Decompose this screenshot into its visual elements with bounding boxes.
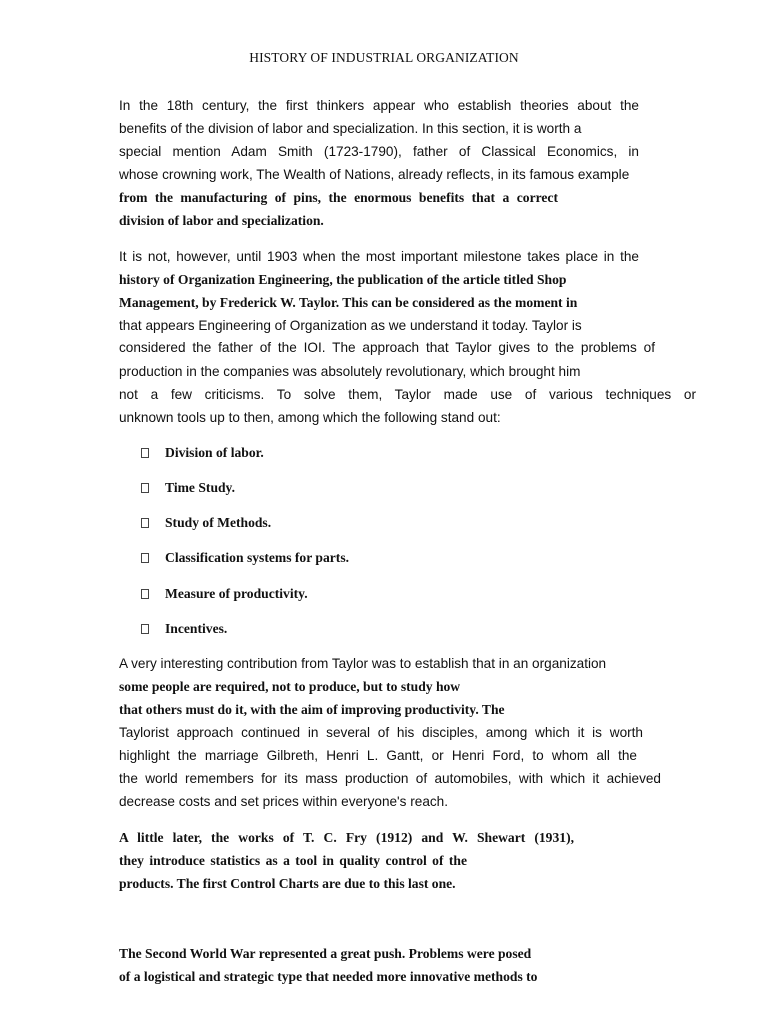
bullet-marker bbox=[141, 443, 155, 463]
bullet-item: Time Study. bbox=[165, 480, 236, 495]
paragraph-line: division of labor and specialization. bbox=[119, 213, 324, 228]
document-title: HISTORY OF INDUSTRIAL ORGANIZATION bbox=[249, 50, 519, 65]
paragraph-line: Taylorist approach continued in several of his disciples, among which it is worth bbox=[119, 725, 643, 740]
paragraph-line: from the manufacturing of pins, the enormous benefits that a correct bbox=[119, 190, 558, 205]
paragraph-line: Management, by Frederick W. Taylor. This can be considered as the moment in bbox=[119, 295, 578, 310]
paragraph-line: highlight the marriage Gilbreth, Henri L. Gantt, or Henri Ford, to whom all the bbox=[119, 748, 637, 763]
paragraph-line: It is not, however, until 1903 when the most important milestone takes place in the bbox=[119, 249, 639, 264]
paragraph-line: not a few criticisms. To solve them, Taylor made use of various techniques or bbox=[119, 387, 696, 402]
paragraph-line: production in the companies was absolutely revolutionary, which brought him bbox=[119, 364, 581, 379]
bullet-marker bbox=[141, 513, 155, 533]
paragraph-line: that others must do it, with the aim of improving productivity. The bbox=[119, 702, 505, 717]
paragraph-line: benefits of the division of labor and specialization. In this section, it is worth a bbox=[119, 121, 582, 136]
bullet-item: Incentives. bbox=[165, 621, 228, 636]
bullet-item: Division of labor. bbox=[165, 445, 264, 460]
bullet-item: Measure of productivity. bbox=[165, 586, 308, 601]
paragraph-line: In the 18th century, the first thinkers appear who establish theories about the bbox=[119, 98, 639, 113]
paragraph-line: A little later, the works of T. C. Fry (1912) and W. Shewart (1931), bbox=[119, 830, 574, 845]
paragraph-line: decrease costs and set prices within everyone's reach. bbox=[119, 794, 449, 809]
paragraph-line: A very interesting contribution from Taylor was to establish that in an organization bbox=[119, 656, 607, 671]
bullet-marker bbox=[141, 478, 155, 498]
paragraph-line: of a logistical and strategic type that needed more innovative methods to bbox=[119, 969, 538, 984]
paragraph-line: special mention Adam Smith (1723-1790), father of Classical Economics, in bbox=[119, 144, 639, 159]
bullet-item: Study of Methods. bbox=[165, 515, 272, 530]
paragraph-line: that appears Engineering of Organization as we understand it today. Taylor is bbox=[119, 318, 582, 333]
bullet-marker bbox=[141, 548, 155, 568]
paragraph-line: the world remembers for its mass production of automobiles, with which it achieved bbox=[119, 771, 661, 786]
bullet-item: Classification systems for parts. bbox=[165, 550, 350, 565]
paragraph-line: products. The first Control Charts are due to this last one. bbox=[119, 876, 456, 891]
bullet-marker bbox=[141, 619, 155, 639]
paragraph-line: whose crowning work, The Wealth of Nations, already reflects, in its famous example bbox=[119, 167, 630, 182]
paragraph-line: they introduce statistics as a tool in quality control of the bbox=[119, 853, 468, 868]
paragraph-line: some people are required, not to produce, but to study how bbox=[119, 679, 461, 694]
paragraph-line: history of Organization Engineering, the publication of the article titled Shop bbox=[119, 272, 567, 287]
bullet-marker bbox=[141, 584, 155, 604]
paragraph-line: considered the father of the IOI. The approach that Taylor gives to the problems of bbox=[119, 340, 655, 355]
paragraph-line: unknown tools up to then, among which the following stand out: bbox=[119, 410, 501, 425]
paragraph-line: The Second World War represented a great push. Problems were posed bbox=[119, 946, 532, 961]
